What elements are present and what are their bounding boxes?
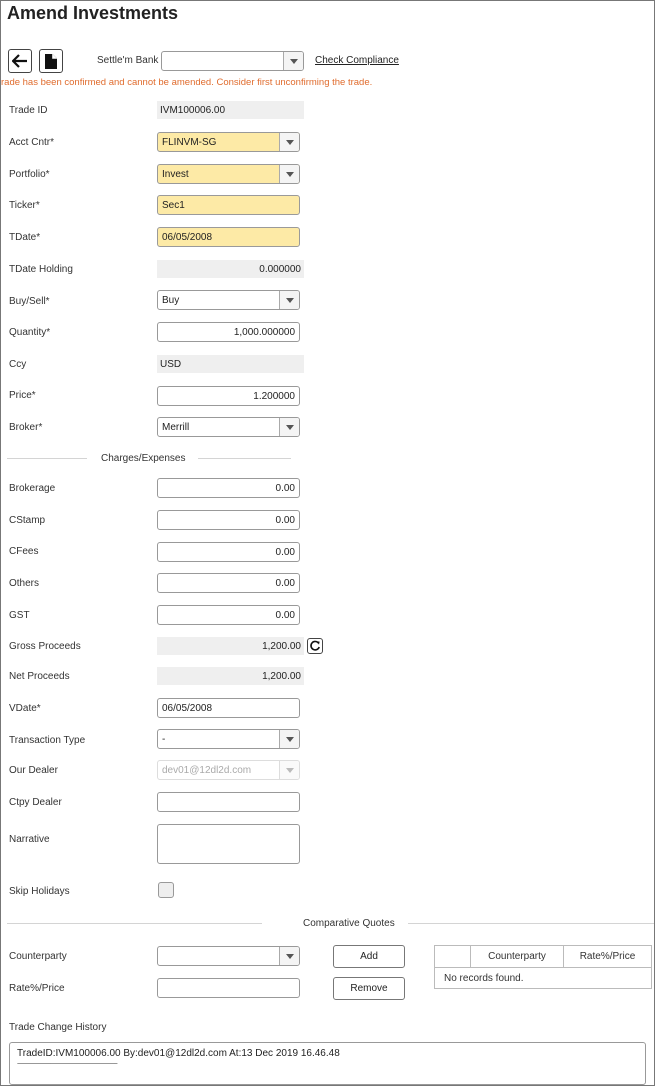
portfolio-select[interactable] (157, 164, 300, 184)
ticker-label: Ticker* (9, 200, 40, 211)
skip-holidays-checkbox[interactable] (158, 882, 174, 898)
quantity-input[interactable]: 1,000.000000 (157, 322, 300, 342)
chevron-down-icon (279, 133, 299, 151)
transaction-type-select[interactable] (157, 729, 300, 749)
our-dealer-value: dev01@12dl2d.com (162, 764, 252, 776)
transaction-type-value: - (162, 733, 166, 745)
tdate-input[interactable]: 06/05/2008 (157, 227, 300, 247)
our-dealer-label: Our Dealer (9, 765, 58, 776)
broker-value: Merrill (162, 421, 190, 433)
cfees-input[interactable]: 0.00 (157, 542, 300, 562)
divider (7, 458, 87, 459)
chevron-down-icon (279, 291, 299, 309)
history-separator: ---------------------------------------------------------------------------------------------------- (17, 1061, 117, 1067)
trade-id-value: IVM100006.00 (157, 101, 304, 119)
back-button[interactable] (8, 49, 32, 73)
acct-cntr-select[interactable] (157, 132, 300, 152)
counterparty-label: Counterparty (9, 951, 67, 962)
charges-section-title: Charges/Expenses (101, 453, 186, 464)
chevron-down-icon (279, 761, 299, 779)
tdate-holding-value: 0.000000 (157, 260, 304, 278)
portfolio-value: Invest (162, 168, 189, 180)
net-proceeds-label: Net Proceeds (9, 671, 70, 682)
trade-change-history-label: Trade Change History (9, 1022, 107, 1033)
trade-change-history-box[interactable] (9, 1042, 646, 1085)
broker-label: Broker* (9, 422, 43, 433)
buy-sell-value: Buy (162, 294, 180, 306)
check-compliance-link[interactable]: Check Compliance (315, 55, 399, 66)
vdate-input[interactable]: 06/05/2008 (157, 698, 300, 718)
quotes-table (434, 945, 652, 989)
brokerage-input[interactable]: 0.00 (157, 478, 300, 498)
chevron-down-icon (279, 165, 299, 183)
add-quote-button[interactable]: Add (333, 945, 405, 968)
column-header-counterparty[interactable]: Counterparty (471, 946, 564, 967)
portfolio-label: Portfolio* (9, 169, 50, 180)
divider (408, 923, 654, 924)
ctpy-dealer-input[interactable] (157, 792, 300, 812)
brokerage-label: Brokerage (9, 483, 56, 494)
ctpy-dealer-label: Ctpy Dealer (9, 797, 62, 808)
net-proceeds-value: 1,200.00 (157, 667, 304, 685)
chevron-down-icon (279, 730, 299, 748)
counterparty-value (158, 947, 279, 965)
narrative-label: Narrative (9, 834, 50, 845)
tdate-holding-label: TDate Holding (9, 264, 73, 275)
narrative-textarea[interactable] (157, 824, 300, 864)
acct-cntr-label: Acct Cntr* (9, 137, 55, 148)
vdate-label: VDate* (9, 703, 41, 714)
divider (198, 458, 291, 459)
cfees-label: CFees (9, 546, 39, 557)
remove-quote-button[interactable]: Remove (333, 977, 405, 1000)
column-header-select[interactable] (435, 946, 471, 967)
acct-cntr-value: FLINVM-SG (162, 136, 217, 148)
quotes-table-header (435, 946, 651, 968)
gross-proceeds-value: 1,200.00 (157, 637, 304, 655)
ticker-input[interactable]: Sec1 (157, 195, 300, 215)
gross-proceeds-label: Gross Proceeds (9, 641, 81, 652)
warning-message: rade has been confirmed and cannot be amended. Consider first unconfirming the trade. (1, 77, 373, 88)
buy-sell-label: Buy/Sell* (9, 296, 50, 307)
history-entry: TradeID:IVM100006.00 By:dev01@12dl2d.com At:13 Dec 2019 16.46.48 (17, 1048, 340, 1059)
counterparty-select[interactable] (157, 946, 300, 966)
tdate-label: TDate* (9, 232, 41, 243)
ccy-value: USD (157, 355, 304, 373)
empty-table-message: No records found. (444, 973, 524, 984)
settle-bank-select[interactable] (161, 51, 304, 71)
document-icon (45, 54, 57, 69)
gst-input[interactable]: 0.00 (157, 605, 300, 625)
ccy-label: Ccy (9, 359, 27, 370)
others-label: Others (9, 578, 40, 589)
price-label: Price* (9, 390, 36, 401)
broker-select[interactable] (157, 417, 300, 437)
our-dealer-select (157, 760, 300, 780)
others-input[interactable]: 0.00 (157, 573, 300, 593)
chevron-down-icon (279, 418, 299, 436)
buy-sell-select[interactable] (157, 290, 300, 310)
divider (7, 923, 262, 924)
skip-holidays-label: Skip Holidays (9, 886, 70, 897)
rate-price-label: Rate%/Price (9, 983, 65, 994)
page-title: Amend Investments (7, 3, 179, 23)
document-button[interactable] (39, 49, 63, 73)
trade-id-label: Trade ID (9, 105, 48, 116)
comparative-quotes-title: Comparative Quotes (303, 918, 395, 929)
cstamp-input[interactable]: 0.00 (157, 510, 300, 530)
quantity-label: Quantity* (9, 327, 51, 338)
cstamp-label: CStamp (9, 515, 46, 526)
refresh-icon (309, 640, 321, 652)
chevron-down-icon (283, 52, 303, 70)
settle-bank-value (162, 52, 283, 70)
gst-label: GST (9, 610, 30, 621)
rate-price-input[interactable] (157, 978, 300, 998)
transaction-type-label: Transaction Type (9, 735, 86, 746)
column-header-rate-price[interactable]: Rate%/Price (579, 951, 636, 962)
settle-bank-label: Settle'm Bank (97, 55, 159, 66)
arrow-left-icon (12, 54, 28, 68)
refresh-button[interactable] (307, 638, 323, 654)
price-input[interactable]: 1.200000 (157, 386, 300, 406)
chevron-down-icon (279, 947, 299, 965)
